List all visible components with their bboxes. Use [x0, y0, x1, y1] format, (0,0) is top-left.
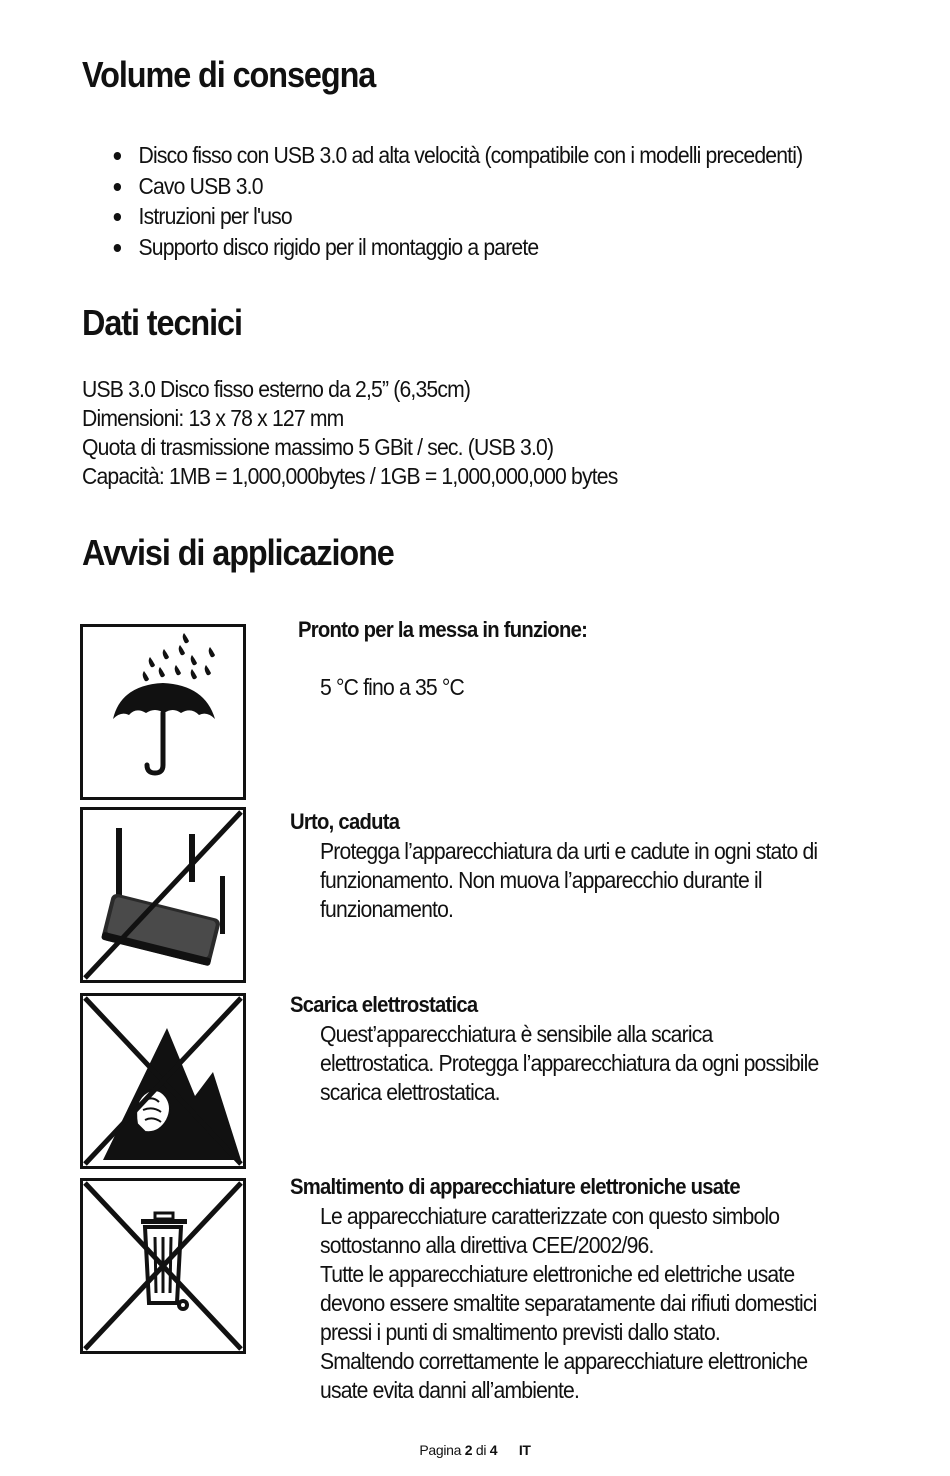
- notice-body: [320, 1020, 872, 1107]
- language-code: IT: [518, 1442, 531, 1458]
- specs-heading: Dati tecnici: [82, 302, 242, 343]
- list-item: [110, 171, 802, 202]
- notice-line: scarica elettrostatica.: [320, 1079, 500, 1105]
- page-current: 2: [464, 1442, 473, 1458]
- weee-crossed-bin-icon: [80, 1178, 246, 1354]
- notice-line: funzionamento. Non muova l’apparecchio durante il: [320, 867, 762, 893]
- page-label: Pagina: [419, 1442, 462, 1458]
- bullet-icon: [114, 213, 121, 221]
- bullet-icon: [114, 152, 121, 160]
- list-item: [110, 201, 802, 232]
- notice-body: [320, 1202, 872, 1405]
- bullet-icon: [114, 183, 121, 191]
- spec-line: Capacità: 1MB = 1,000,000bytes / 1GB = 1,000,000,000 bytes: [82, 463, 618, 489]
- notice-title: Scarica elettrostatica: [290, 992, 478, 1017]
- page-footer: [0, 1442, 950, 1458]
- notice-line: Quest’apparecchiatura è sensibile alla scarica: [320, 1021, 713, 1047]
- specs-block: [82, 375, 664, 491]
- notice-line: Smaltendo correttamente le apparecchiature elettroniche: [320, 1348, 808, 1374]
- list-item-text: Disco fisso con USB 3.0 ad alta velocità (compatibile con i modelli precedenti): [138, 142, 803, 168]
- notice-line: Protegga l’apparecchiatura da urti e cadute in ogni stato di: [320, 838, 818, 864]
- notice-body: [320, 837, 872, 924]
- notice-title: Smaltimento di apparecchiature elettroniche usate: [290, 1174, 740, 1199]
- notice-title: Pronto per la messa in funzione:: [298, 617, 588, 642]
- notice-title: Urto, caduta: [290, 809, 400, 834]
- umbrella-rain-icon: [80, 624, 246, 800]
- list-item: [110, 140, 802, 171]
- page-total: 4: [489, 1442, 498, 1458]
- no-shock-fall-icon: [80, 807, 246, 983]
- notice-line: usate evita danni all’ambiente.: [320, 1377, 580, 1403]
- spec-line: Quota di trasmissione massimo 5 GBit / sec. (USB 3.0): [82, 434, 554, 460]
- notice-line: Tutte le apparecchiature elettroniche ed elettriche usate: [320, 1261, 795, 1287]
- no-electrostatic-icon: [80, 993, 246, 1169]
- spec-line: Dimensioni: 13 x 78 x 127 mm: [82, 405, 344, 431]
- bullet-icon: [114, 244, 121, 252]
- notice-body: [320, 673, 872, 702]
- notice-line: devono essere smaltite separatamente dai rifiuti domestici: [320, 1290, 817, 1316]
- list-item-text: Istruzioni per l'uso: [138, 203, 292, 229]
- notice-line: sottostanno alla direttiva CEE/2002/96.: [320, 1232, 654, 1258]
- notice-line: pressi i punti di smaltimento previsti dallo stato.: [320, 1319, 720, 1345]
- list-item: [110, 232, 802, 263]
- delivery-heading: Volume di consegna: [82, 54, 376, 95]
- delivery-list: [110, 140, 863, 262]
- list-item-text: Supporto disco rigido per il montaggio a parete: [138, 233, 539, 260]
- notice-line: 5 °C fino a 35 °C: [320, 674, 464, 700]
- notice-line: Le apparecchiature caratterizzate con questo simbolo: [320, 1203, 780, 1229]
- notice-line: elettrostatica. Protegga l’apparecchiatura da ogni possibile: [320, 1050, 819, 1076]
- notices-heading: Avvisi di applicazione: [82, 532, 394, 573]
- spec-line: USB 3.0 Disco fisso esterno da 2,5” (6,35cm): [82, 376, 471, 402]
- list-item-text: Cavo USB 3.0: [138, 172, 263, 199]
- page-separator: di: [475, 1442, 487, 1458]
- notice-line: funzionamento.: [320, 896, 454, 922]
